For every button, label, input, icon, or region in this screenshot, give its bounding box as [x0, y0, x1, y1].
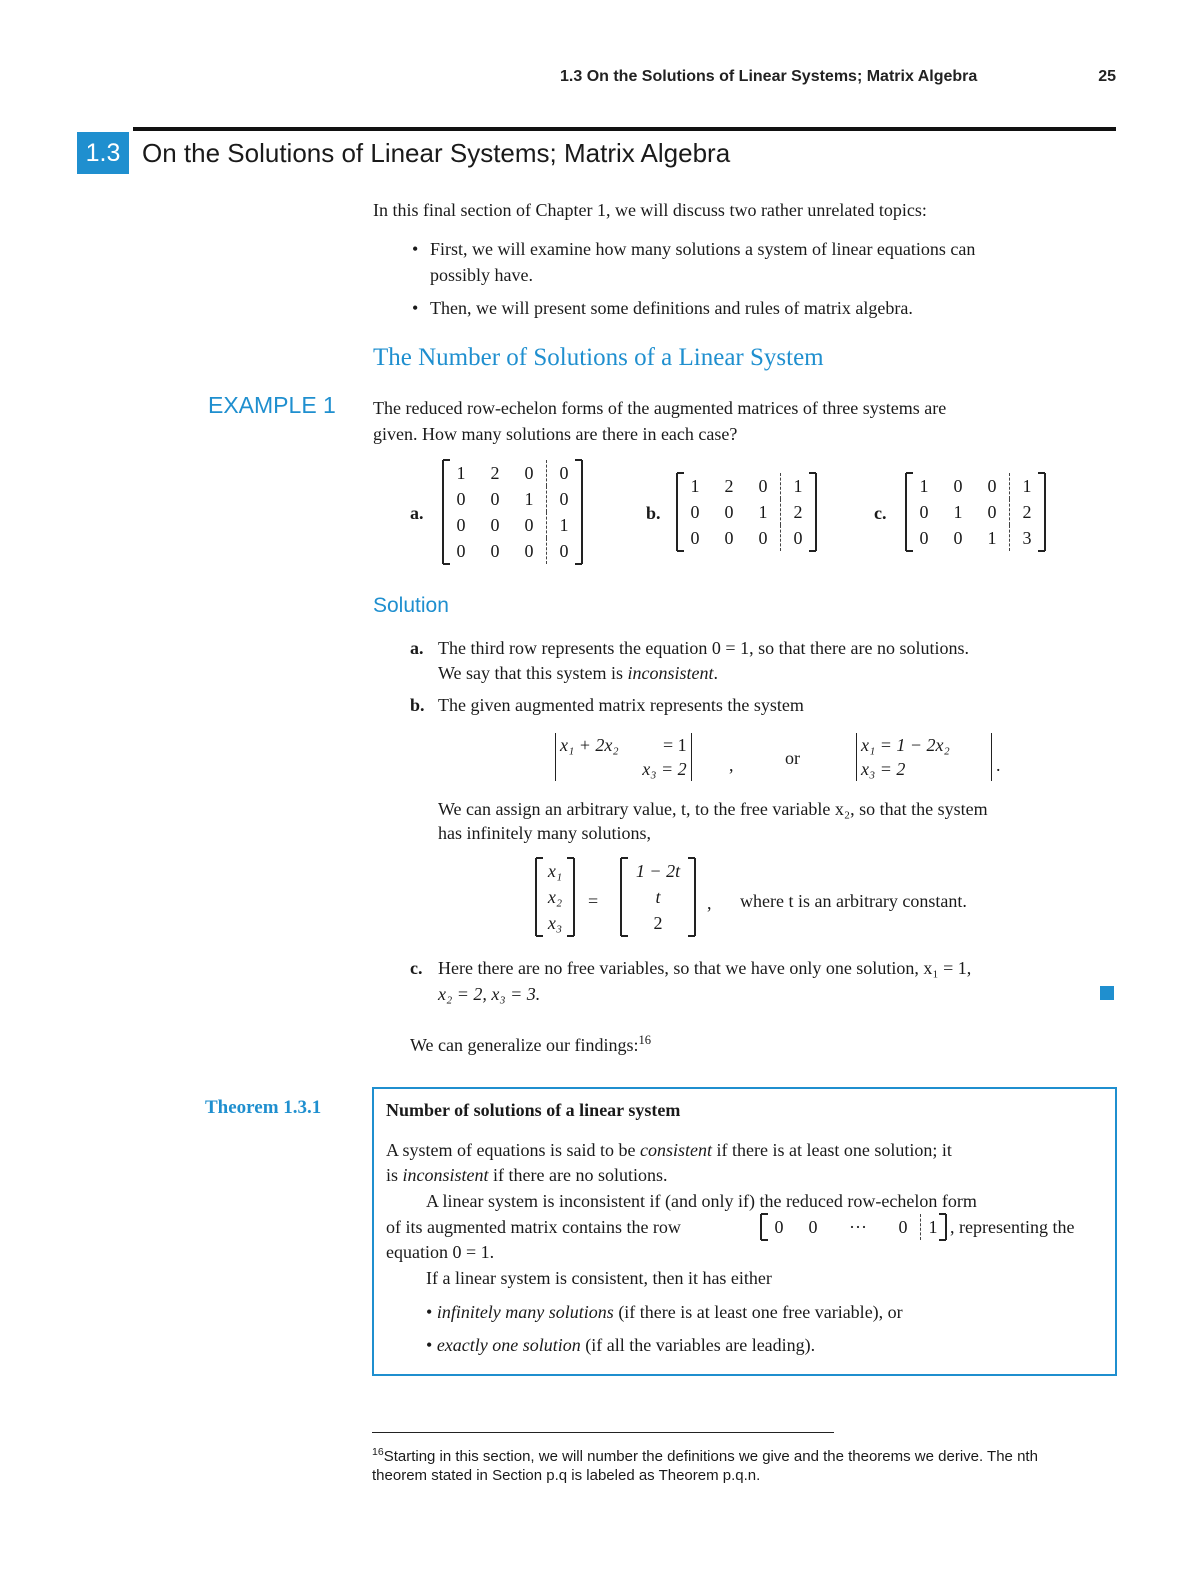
theorem-text: If a linear system is consistent, then it has either [426, 1268, 772, 1288]
matrix-cell: 0 [953, 527, 963, 548]
footnote-mark: 16 [372, 1446, 384, 1458]
matrix-cell: 0 [490, 488, 500, 509]
example-label: EXAMPLE 1 [208, 392, 336, 418]
text: is [386, 1165, 403, 1185]
text: . [713, 663, 719, 683]
system-1 [555, 733, 692, 781]
footnote-line: Starting in this section, we will number the definitions we give and the theorems we derive. The nth [383, 1448, 1038, 1465]
solution-b-paragraph: We can assign an arbitrary value, t, to the free variable x₂, so that the system [438, 799, 988, 819]
matrix-cell: 0 [987, 475, 997, 496]
matrix-cell: 0 [456, 488, 466, 509]
row-entry: 0 [808, 1216, 818, 1237]
subsection-title: The Number of Solutions of a Linear System [373, 344, 824, 371]
row-entry: 1 [921, 1214, 946, 1240]
text: if there are no solutions. [488, 1165, 668, 1185]
matrix-cell: 1 [781, 473, 816, 499]
solution-a-line: The third row represents the equation 0 = 1, so that there are no solutions. [438, 638, 970, 658]
running-head [560, 68, 1116, 86]
text: A system of equations is said to be [386, 1140, 640, 1160]
solution-heading: Solution [373, 594, 449, 617]
bullet-line: possibly have. [430, 265, 533, 285]
section-title: On the Solutions of Linear Systems; Matrix Algebra [142, 138, 731, 168]
solution-b-paragraph: has infinitely many solutions, [438, 823, 651, 843]
matrix-cell: 2 [781, 499, 816, 525]
bullet-item [412, 295, 1117, 321]
matrix-b [676, 473, 817, 551]
matrix-cell: 0 [758, 527, 768, 548]
emphasis-inconsistent: inconsistent [402, 1165, 489, 1185]
theorem-text: equation 0 = 1. [386, 1242, 495, 1262]
vector-entry: x₁ [547, 860, 563, 881]
example-text: given. How many solutions are there in each case? [373, 424, 738, 444]
equals-sign: = [588, 891, 599, 911]
solution-a-label: a. [410, 638, 424, 658]
solution-c-line: Here there are no free variables, so that we have only one solution, x₁ = 1, [438, 958, 972, 978]
text: if there is at least one solution; it [711, 1140, 952, 1160]
system-2-row: x₃ = 2 [861, 758, 906, 779]
bullet-dot: • [426, 1302, 437, 1322]
matrix-cell: 0 [919, 527, 929, 548]
emphasis-exactly-one: exactly one solution [436, 1335, 581, 1355]
system-1-row: x₃ = 2 [642, 758, 687, 779]
matrix-cell: 0 [758, 475, 768, 496]
matrix-cell: 0 [781, 525, 816, 551]
comma: , [707, 893, 712, 913]
text: We say that this system is [438, 663, 628, 683]
section-number-box: 1.3 [77, 132, 129, 174]
theorem-label: Theorem 1.3.1 [205, 1097, 322, 1118]
matrix-cell: 0 [987, 501, 997, 522]
theorem-text [386, 1137, 952, 1163]
matrix-cell: 1 [758, 501, 768, 522]
bullet-dot: • [412, 298, 419, 318]
matrix-cell: 1 [987, 527, 997, 548]
theorem-bullet [426, 1299, 903, 1325]
end-of-proof-square [1100, 986, 1114, 1000]
system-2 [856, 733, 992, 781]
matrix-cell: 0 [690, 527, 700, 548]
theorem-text: , representing the [950, 1217, 1075, 1237]
emphasis-consistent: consistent [639, 1140, 712, 1160]
matrix-cell: 1 [690, 475, 700, 496]
solution-c-label: c. [410, 958, 423, 978]
footnote-rule [372, 1432, 834, 1433]
bullet-line: First, we will examine how many solutions a system of linear equations can [430, 239, 976, 259]
vector-entry: 1 − 2t [635, 860, 681, 881]
matrix-cell: 2 [1010, 499, 1045, 525]
matrix-cell: 1 [919, 475, 929, 496]
bullet-line: Then, we will present some definitions and rules of matrix algebra. [430, 298, 913, 318]
solution-c-line: x₂ = 2, x₃ = 3. [438, 984, 541, 1004]
inconsistent-row [760, 1214, 947, 1240]
matrix-cell: 0 [919, 501, 929, 522]
vector-entry: x₂ [547, 886, 563, 907]
vector-entry: x₃ [547, 912, 563, 933]
vector-x [535, 858, 575, 936]
theorem-title: Number of solutions of a linear system [386, 1100, 681, 1120]
text: (if there is at least one free variable), or [613, 1302, 903, 1322]
matrix-cell: 1 [456, 462, 466, 483]
emphasis-inconsistent: inconsistent [627, 663, 714, 683]
bullet-item [412, 236, 1117, 288]
matrix-cell: 1 [547, 512, 582, 538]
matrix-a-label: a. [410, 503, 424, 523]
matrix-cell: 0 [953, 475, 963, 496]
vector-solution [620, 858, 696, 936]
matrix-cell: 1 [953, 501, 963, 522]
matrix-cell: 0 [547, 486, 582, 512]
bullet-dot: • [412, 239, 419, 259]
system-1-rhs: = 1 [662, 734, 687, 755]
theorem-text [386, 1162, 667, 1188]
footnote-line: theorem stated in Section p.q is labeled as Theorem p.q.n. [372, 1467, 761, 1484]
row-entry: 0 [774, 1216, 784, 1237]
row-entry: 0 [898, 1216, 908, 1237]
matrix-cell: 2 [490, 462, 500, 483]
matrix-cell: 1 [1010, 473, 1045, 499]
period: . [996, 755, 1001, 775]
matrix-cell: 0 [724, 527, 734, 548]
header-rule [133, 127, 1116, 131]
matrix-a [442, 460, 583, 564]
footnote-ref: 16 [638, 1033, 652, 1047]
matrix-cell: 0 [524, 540, 534, 561]
vector-entry: 2 [653, 912, 663, 933]
matrix-cell: 0 [724, 501, 734, 522]
solution-a-line [438, 660, 718, 686]
text: (if all the variables are leading). [580, 1335, 816, 1355]
theorem-text: of its augmented matrix contains the row [386, 1217, 681, 1237]
matrix-cell: 0 [456, 540, 466, 561]
matrix-b-label: b. [646, 503, 661, 523]
solution-b-label: b. [410, 695, 425, 715]
running-head-title: 1.3 On the Solutions of Linear Systems; Matrix Algebra [560, 68, 978, 85]
matrix-cell: 0 [547, 460, 582, 486]
vector-entry: t [655, 886, 661, 907]
matrix-cell: 0 [524, 514, 534, 535]
solution-b-line: The given augmented matrix represents the system [438, 695, 804, 715]
emphasis-infinitely-many: infinitely many solutions [436, 1302, 614, 1322]
page-number: 25 [1098, 68, 1116, 85]
matrix-cell: 0 [456, 514, 466, 535]
text: We can generalize our findings: [410, 1035, 639, 1055]
matrix-cell: 1 [524, 488, 534, 509]
matrix-cell: 2 [724, 475, 734, 496]
system-2-row: x₁ = 1 − 2x₂ [861, 734, 950, 755]
row-entry: ··· [849, 1216, 867, 1237]
matrix-cell: 0 [490, 540, 500, 561]
matrix-cell: 0 [524, 462, 534, 483]
comma: , [729, 755, 734, 775]
matrix-cell: 0 [490, 514, 500, 535]
example-text: The reduced row-echelon forms of the augmented matrices of three systems are [373, 398, 947, 418]
matrix-cell: 0 [547, 538, 582, 564]
theorem-text: A linear system is inconsistent if (and only if) the reduced row-echelon form [426, 1191, 977, 1211]
matrix-cell: 3 [1010, 525, 1045, 551]
system-1-row: x₁ + 2x₂ [560, 734, 619, 755]
bullet-dot: • [426, 1335, 437, 1355]
where-text: where t is an arbitrary constant. [740, 891, 967, 911]
or-text: or [785, 748, 800, 768]
matrix-cell: 0 [690, 501, 700, 522]
matrix-c [905, 473, 1046, 551]
matrix-c-label: c. [874, 503, 887, 523]
intro-text: In this final section of Chapter 1, we will discuss two rather unrelated topics: [373, 200, 927, 220]
generalize-text [410, 1027, 651, 1058]
theorem-bullet [426, 1332, 815, 1358]
